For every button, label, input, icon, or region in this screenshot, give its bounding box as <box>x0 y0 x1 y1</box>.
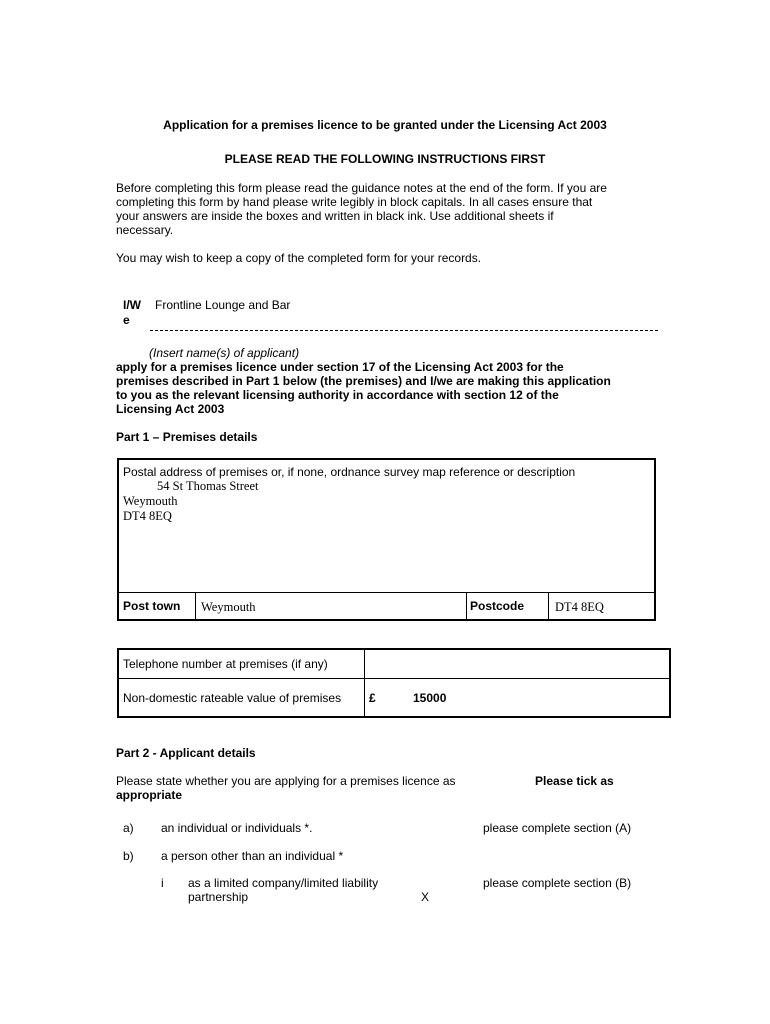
instructions-line: Before completing this form please read the guidance notes at the end of the form. If you are <box>116 181 607 195</box>
option-limited-company-cont: partnership <box>188 890 249 904</box>
postcode-label: Postcode <box>470 599 525 613</box>
premises-details-table <box>117 648 671 718</box>
statement-line: premises described in Part 1 below (the premises) and I/we are making this application <box>116 374 611 388</box>
post-town-label: Post town <box>123 599 181 613</box>
part1-heading: Part 1 – Premises details <box>116 430 258 444</box>
applicant-type-question: Please state whether you are applying for a premises licence as <box>116 774 456 788</box>
telephone-label: Telephone number at premises (if any) <box>123 657 328 671</box>
instructions-heading: PLEASE READ THE FOLLOWING INSTRUCTIONS FIRST <box>224 152 546 166</box>
instructions-line: necessary. <box>116 223 174 237</box>
address-label: Postal address of premises or, if none, ordnance survey map reference or description <box>123 465 576 479</box>
part2-heading: Part 2 - Applicant details <box>116 746 256 760</box>
tick-mark[interactable]: X <box>421 890 430 904</box>
table-row-divider <box>119 678 669 679</box>
premises-address-box <box>117 458 656 621</box>
option-individual-instruction: please complete section (A) <box>483 821 632 835</box>
option-individual[interactable]: an individual or individuals *. <box>161 821 313 835</box>
applicant-name-dotted-line <box>150 330 658 331</box>
applicant-name-hint: (Insert name(s) of applicant) <box>149 346 300 360</box>
copy-note: You may wish to keep a copy of the completed form for your records. <box>116 251 482 265</box>
rateable-value-label: Non-domestic rateable value of premises <box>123 691 342 705</box>
form-title: Application for a premises licence to be granted under the Licensing Act 2003 <box>163 118 607 132</box>
tick-instruction-cont: appropriate <box>116 788 183 802</box>
address-row-divider <box>119 592 654 593</box>
postcode-value-divider <box>548 592 549 619</box>
tick-instruction: Please tick as <box>535 774 614 788</box>
statement-line: Licensing Act 2003 <box>116 402 225 416</box>
option-marker: a) <box>123 821 134 835</box>
table-column-divider <box>364 650 365 716</box>
address-line[interactable]: DT4 8EQ <box>123 509 172 523</box>
post-town-divider <box>195 592 196 619</box>
currency-symbol: £ <box>369 691 376 705</box>
postcode-field[interactable]: DT4 8EQ <box>555 600 604 614</box>
option-non-individual: a person other than an individual * <box>161 849 344 863</box>
applicant-label-cont: e <box>123 313 130 327</box>
option-limited-company-instruction: please complete section (B) <box>483 876 632 890</box>
instructions-line: completing this form by hand please write legibly in block capitals. In all cases ensure that <box>116 195 593 209</box>
postcode-label-divider <box>466 592 467 619</box>
address-line[interactable]: 54 St Thomas Street <box>157 479 259 493</box>
option-limited-company[interactable]: as a limited company/limited liability <box>188 876 379 890</box>
option-marker: b) <box>123 849 134 863</box>
statement-line: to you as the relevant licensing authority in accordance with section 12 of the <box>116 388 559 402</box>
applicant-name-field[interactable]: Frontline Lounge and Bar <box>155 298 291 312</box>
rateable-value-field[interactable]: 15000 <box>413 691 447 705</box>
post-town-field[interactable]: Weymouth <box>201 600 256 614</box>
applicant-label: I/W <box>123 298 141 312</box>
address-line[interactable]: Weymouth <box>123 494 178 508</box>
statement-line: apply for a premises licence under section 17 of the Licensing Act 2003 for the <box>116 360 564 374</box>
instructions-line: your answers are inside the boxes and written in black ink. Use additional sheets if <box>116 209 554 223</box>
sub-option-marker: i <box>161 876 164 890</box>
